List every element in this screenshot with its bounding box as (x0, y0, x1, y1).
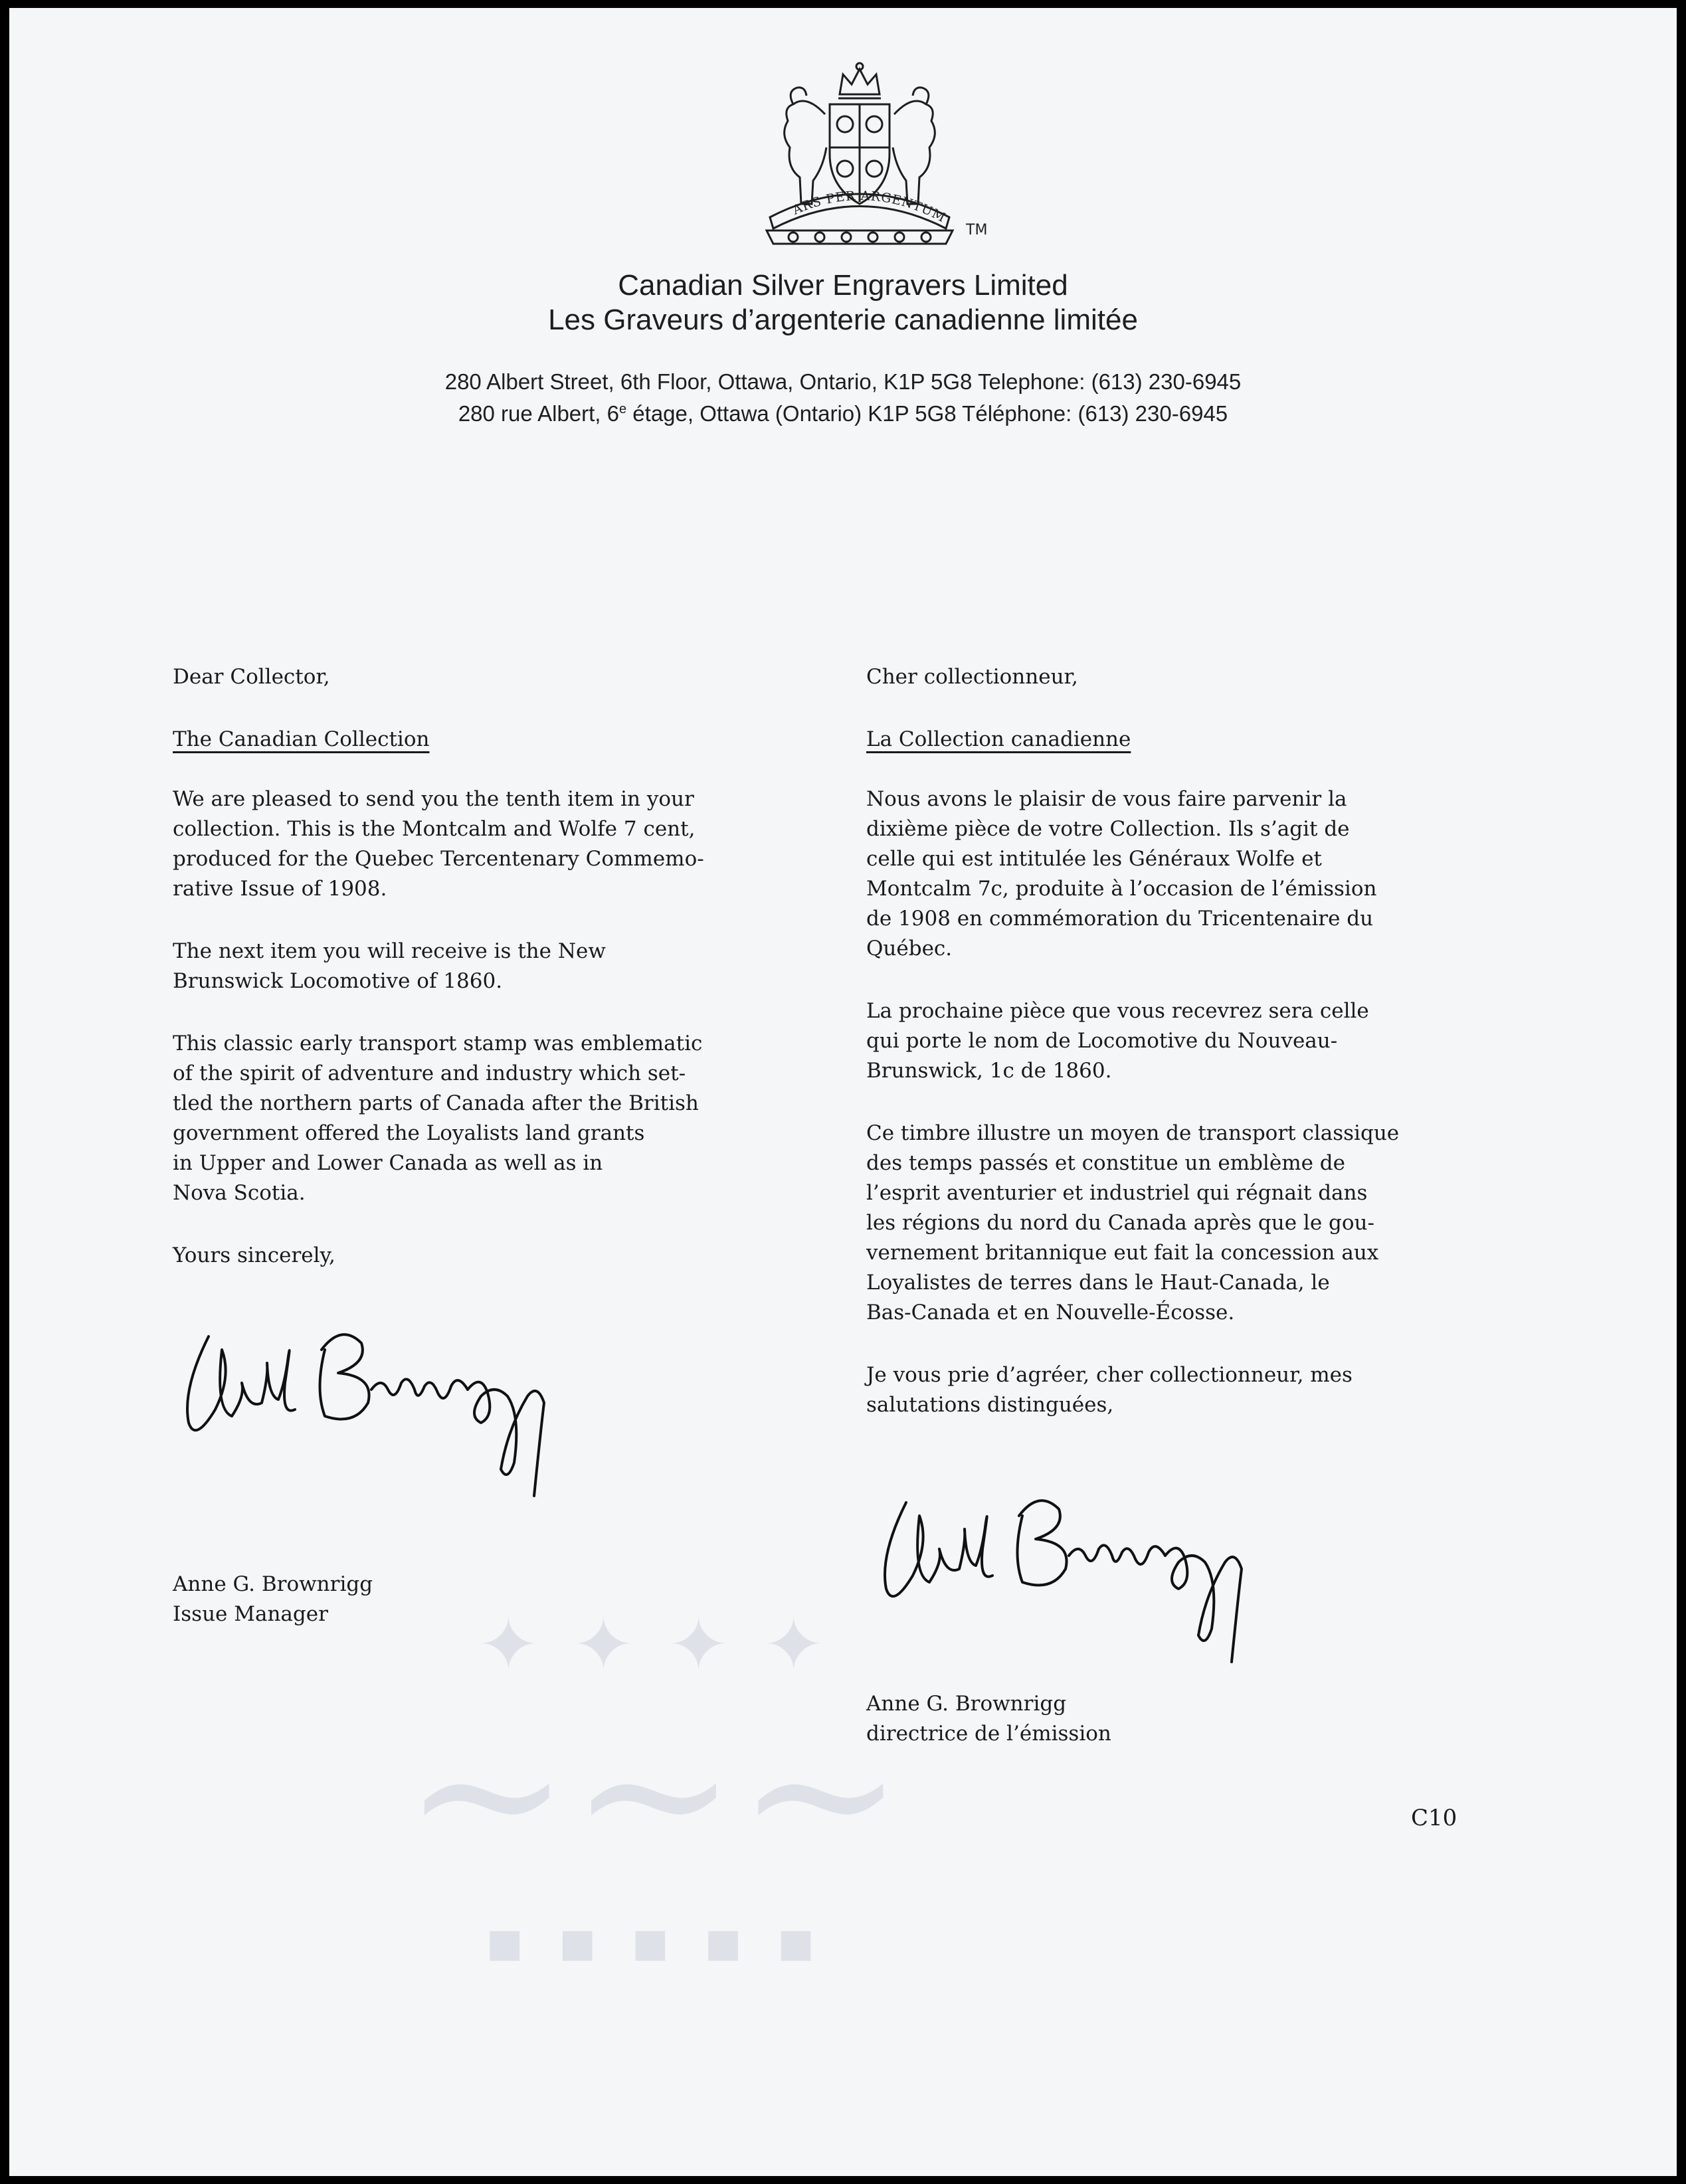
signer-title: Issue Manager (173, 1602, 328, 1626)
paragraph: We are pleased to send you the tenth item in your collection. This is the Montcalm and Wolfe 7 cent, produced for the Quebec Tercentenary Commemo- rative Issue of 1908. (173, 787, 704, 901)
paragraph: The next item you will receive is the New Brunswick Locomotive of 1860. (173, 939, 606, 993)
trademark-mark: TM (966, 222, 988, 238)
handwritten-signature (866, 1476, 1318, 1675)
subject-heading: La Collection canadienne (866, 727, 1131, 751)
paragraph: Ce timbre illustre un moyen de transport classique des temps passés et constitue un emblème de l’esprit aventurier et industriel qui régnait dans les régions du nord du Canada après que le gou- vernement britannique eut fait la concession aux Loyalistes de terres dans le Haut-Canada, le Bas-Canada et en Nouvelle-Écosse. (866, 1121, 1400, 1324)
paragraph: La prochaine pièce que vous recevrez sera celle qui porte le nom de Locomotive du Nouveau- Brunswick, 1c de 1860. (866, 999, 1369, 1083)
signer-title: directrice de l’émission (866, 1722, 1111, 1746)
coat-of-arms-logo (753, 54, 966, 254)
signer-name: Anne G. Brownrigg (866, 1692, 1067, 1716)
closing: Je vous prie d’agréer, cher collectionneur, mes salutations distinguées, (866, 1363, 1353, 1417)
letter-page (9, 8, 1677, 2176)
salutation: Cher collectionneur, (866, 665, 1078, 689)
watermark-logo: ✦ ✦ ✦ ✦ ~~~ ▪ ▪ ▪ ▪ ▪ (403, 1602, 905, 1976)
address-fr: 280 rue Albert, 6e étage, Ottawa (Ontario) K1P 5G8 Téléphone: (613) 230-6945 (458, 401, 1228, 426)
closing: Yours sincerely, (173, 1243, 335, 1267)
salutation: Dear Collector, (173, 665, 330, 689)
subject-heading: The Canadian Collection (173, 727, 430, 751)
address-en: 280 Albert Street, 6th Floor, Ottawa, Ontario, K1P 5G8 Telephone: (613) 230-6945 (444, 369, 1242, 394)
crest-motto: ARS PER ARGENTUM (791, 188, 949, 226)
company-name-en: Canadian Silver Engravers Limited (618, 269, 1068, 302)
paragraph: This classic early transport stamp was emblematic of the spirit of adventure and industry which set- tled the northern parts of Canada after the British government offered the Loyalists land grants in Upper and Lower Canada as well as in Nova Scotia. (173, 1032, 703, 1205)
signer-name: Anne G. Brownrigg (173, 1572, 373, 1596)
handwritten-signature (169, 1310, 620, 1509)
paragraph: Nous avons le plaisir de vous faire parvenir la dixième pièce de votre Collection. Ils s’agit de celle qui est intitulée les Généraux Wolfe et Montcalm 7c, produite à l’occasion de l’émission de 1908 en commémoration du Tricentenaire du Québec. (866, 787, 1377, 960)
document-code: C10 (1411, 1805, 1457, 1831)
company-name-fr: Les Graveurs d’argenterie canadienne limitée (548, 304, 1138, 336)
